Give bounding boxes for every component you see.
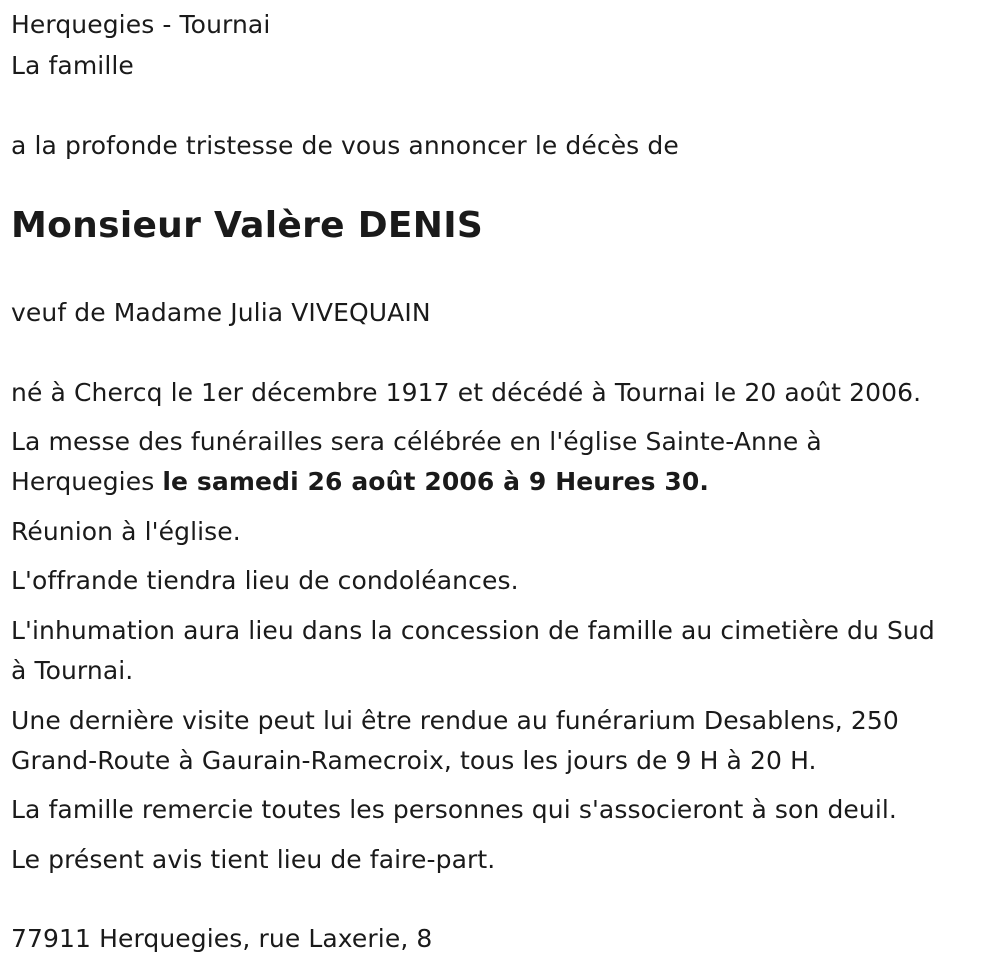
location-header: Herquegies - Tournai — [11, 10, 271, 39]
mass-datetime: le samedi 26 août 2006 à 9 Heures 30. — [162, 467, 710, 496]
offering-text: L'offrande tiendra lieu de condoléances. — [11, 566, 519, 595]
meeting-text: Réunion à l'église. — [11, 517, 241, 546]
mass-line-2 — [11, 462, 709, 502]
burial-line-1: L'inhumation aura lieu dans la concession de famille au cimetière du Sud — [11, 616, 935, 645]
notice-text: Le présent avis tient lieu de faire-part. — [11, 845, 496, 874]
mass-location: Herquegies — [11, 467, 163, 496]
deceased-name: Monsieur Valère DENIS — [11, 205, 484, 246]
widower-of-text: veuf de Madame Julia VIVEQUAIN — [11, 298, 431, 327]
visit-line-2: Grand-Route à Gaurain-Ramecroix, tous les jours de 9 H à 20 H. — [11, 746, 817, 775]
mass-line-1: La messe des funérailles sera célébrée en l'église Sainte-Anne à — [11, 427, 822, 456]
family-address: 77911 Herquegies, rue Laxerie, 8 — [11, 924, 433, 953]
visit-line-1: Une dernière visite peut lui être rendue au funérarium Desablens, 250 — [11, 706, 899, 735]
announcement-text: a la profonde tristesse de vous annoncer le décès de — [11, 131, 679, 160]
thanks-text: La famille remercie toutes les personnes qui s'associeront à son deuil. — [11, 795, 897, 824]
burial-line-2: à Tournai. — [11, 656, 134, 685]
family-header: La famille — [11, 51, 134, 80]
birth-death-text: né à Chercq le 1er décembre 1917 et décédé à Tournai le 20 août 2006. — [11, 378, 922, 407]
